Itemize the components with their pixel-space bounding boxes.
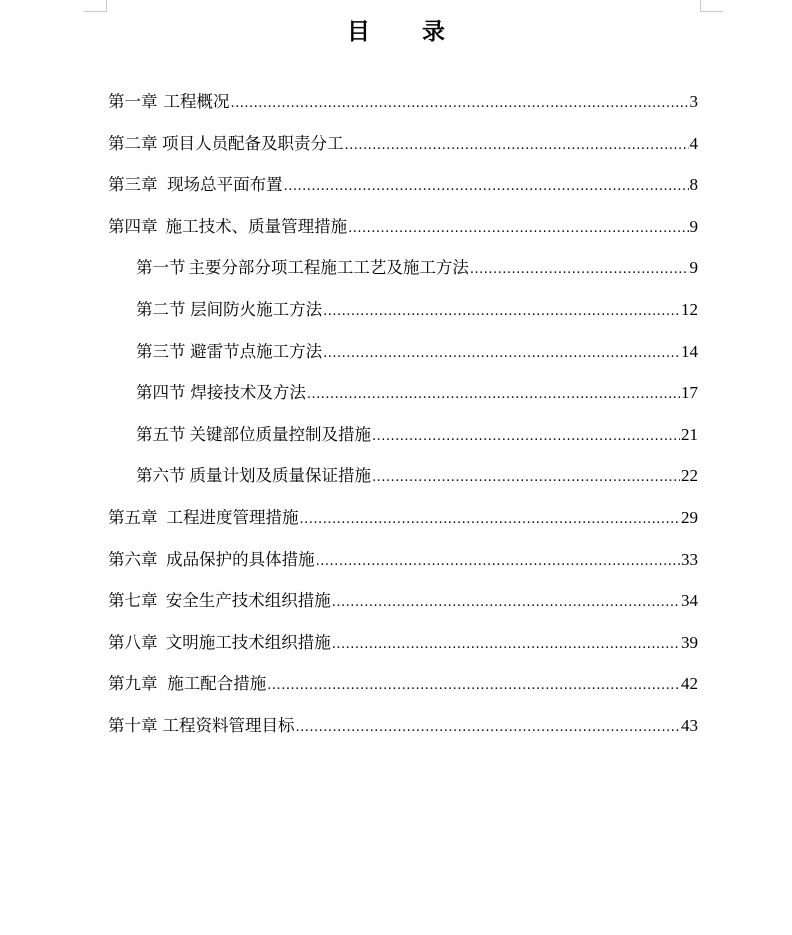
toc-entry-label: 第三章 xyxy=(108,175,158,195)
dot-leader xyxy=(230,86,688,122)
toc-entry[interactable] xyxy=(108,209,698,251)
toc-entry[interactable] xyxy=(108,292,698,334)
toc-entry-title: 质量计划及质量保证措施 xyxy=(189,466,371,486)
toc-entry-label: 第七章 xyxy=(108,591,158,611)
toc-entry-title: 成品保护的具体措施 xyxy=(166,549,315,569)
dot-leader xyxy=(348,211,688,247)
toc-page-number: 21 xyxy=(681,424,698,444)
toc-entry-title: 焊接技术及方法 xyxy=(190,383,306,403)
toc-title: 目 录 xyxy=(346,18,467,45)
toc-entry-title: 主要分部分项工程施工工艺及施工方法 xyxy=(188,258,469,278)
dot-leader xyxy=(316,544,680,580)
toc-entry-label: 第五节 xyxy=(136,424,186,444)
toc-entry-label: 第一章 xyxy=(108,92,158,111)
toc-entry-label: 第六节 xyxy=(136,466,186,486)
dot-leader xyxy=(323,294,680,330)
toc-page-number: 43 xyxy=(681,715,698,735)
toc-entry[interactable] xyxy=(108,666,698,708)
toc-entry-title: 工程概况 xyxy=(163,92,230,111)
toc-entry[interactable] xyxy=(108,375,698,417)
dot-leader xyxy=(332,585,680,621)
toc-page-number: 12 xyxy=(681,299,698,319)
toc-entry-label: 第三节 xyxy=(136,341,186,361)
toc-entry[interactable] xyxy=(108,708,698,750)
toc-entry[interactable] xyxy=(108,250,698,292)
toc-entry[interactable] xyxy=(108,583,698,625)
dot-leader xyxy=(284,169,689,205)
toc-page-number: 14 xyxy=(681,341,698,361)
toc-entry-title: 关键部位质量控制及措施 xyxy=(189,424,371,444)
toc-entry-label: 第六章 xyxy=(108,549,158,569)
toc-entry-label: 第二章 xyxy=(108,133,158,153)
dot-leader xyxy=(344,128,688,164)
dot-leader xyxy=(470,252,689,288)
toc-entry-title: 层间防火施工方法 xyxy=(190,299,323,319)
toc-entry-label: 第四节 xyxy=(136,383,186,403)
toc-page-number: 9 xyxy=(689,216,698,236)
toc-page-number: 4 xyxy=(689,133,698,153)
dot-leader xyxy=(332,627,680,663)
dot-leader xyxy=(295,710,680,746)
toc-entry-label: 第一节 xyxy=(136,258,186,278)
toc-entry-title: 安全生产技术组织措施 xyxy=(165,591,331,611)
toc-entry-title: 工程进度管理措施 xyxy=(166,507,299,527)
toc-page-number: 3 xyxy=(689,92,698,111)
toc-entry-label: 第十章 xyxy=(108,715,158,735)
toc-entry-title: 避雷节点施工方法 xyxy=(190,341,323,361)
toc-page-number: 33 xyxy=(681,549,698,569)
toc-entry-title: 项目人员配备及职责分工 xyxy=(161,133,344,153)
toc-entry-label: 第四章 xyxy=(108,216,158,236)
toc-page-number: 29 xyxy=(681,507,698,527)
toc-entry[interactable] xyxy=(108,625,698,667)
toc-entry-title: 现场总平面布置 xyxy=(167,175,283,195)
dot-leader xyxy=(372,419,680,455)
toc-entry[interactable] xyxy=(108,84,698,126)
dot-leader xyxy=(300,502,680,538)
dot-leader xyxy=(307,377,680,413)
toc-entry[interactable] xyxy=(108,167,698,209)
page-corner-mark-right xyxy=(700,0,723,12)
toc-entry-title: 文明施工技术组织措施 xyxy=(165,632,331,652)
toc-page-number: 17 xyxy=(681,383,698,403)
toc-page-number: 9 xyxy=(689,258,698,278)
toc-entry-title: 施工技术、质量管理措施 xyxy=(165,216,348,236)
toc-entry[interactable] xyxy=(108,458,698,500)
dot-leader xyxy=(372,460,680,496)
toc-entry-label: 第二节 xyxy=(136,299,186,319)
dot-leader xyxy=(323,336,680,372)
page-corner-mark-left xyxy=(84,0,107,12)
toc-page-number: 42 xyxy=(681,674,698,694)
toc-page-number: 8 xyxy=(689,175,698,195)
toc-entry-label: 第五章 xyxy=(108,507,158,527)
toc-entry-title: 工程资料管理目标 xyxy=(162,715,295,735)
table-of-contents xyxy=(108,84,698,750)
toc-entry[interactable] xyxy=(108,417,698,459)
dot-leader xyxy=(267,668,680,704)
toc-page-number: 39 xyxy=(681,632,698,652)
toc-entry[interactable] xyxy=(108,126,698,168)
toc-page-number: 22 xyxy=(681,466,698,486)
toc-entry[interactable] xyxy=(108,500,698,542)
toc-page-number: 34 xyxy=(681,591,698,611)
toc-entry-label: 第九章 xyxy=(108,674,158,694)
toc-entry-label: 第八章 xyxy=(108,632,158,652)
toc-entry[interactable] xyxy=(108,542,698,584)
toc-entry-title: 施工配合措施 xyxy=(167,674,267,694)
toc-entry[interactable] xyxy=(108,334,698,376)
